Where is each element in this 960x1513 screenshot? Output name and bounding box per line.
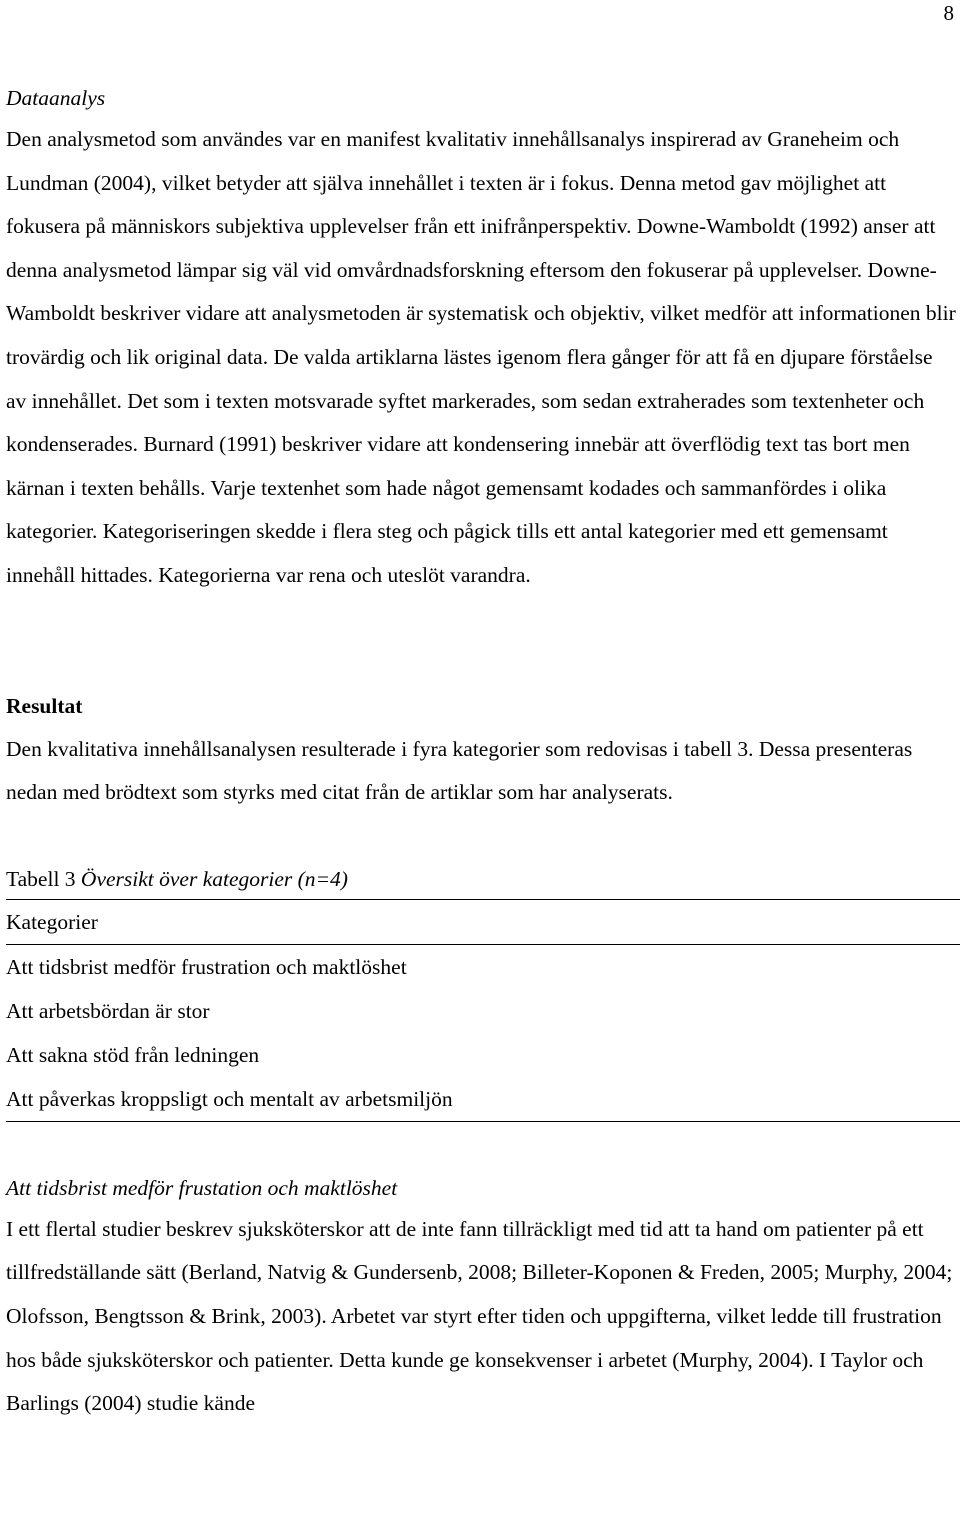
table-row: Att påverkas kroppsligt och mentalt av arbetsmiljön xyxy=(6,1086,453,1111)
section-heading-tidsbrist: Att tidsbrist medför frustation och maktlöshet xyxy=(6,1175,398,1200)
paragraph-tidsbrist: I ett flertal studier beskrev sjuksköterskor att de inte fann tillräckligt med tid att ta hand om patienter på ett tillfredställande sätt (Berland, Natvig & Gundersenb, 2008; Billeter-Koponen & Freden, 2005; Murphy, 2004; Olofsson, Bengtsson & Brink, 2003). Arbetet var styrt efter tiden och uppgifterna, vilket ledde till frustration hos både sjuksköterskor och patienter. Detta kunde ge konsekvenser i arbetet (Murphy, 2004). I Taylor och Barlings (2004) studie kände xyxy=(6,1216,953,1416)
spacer xyxy=(6,1122,956,1168)
page-number: 8 xyxy=(943,1,954,25)
table-caption-prefix: Tabell 3 xyxy=(6,866,81,891)
paragraph-dataanalys: Den analysmetod som användes var en manifest kvalitativ innehållsanalys inspirerad av Graneheim och Lundman (2004), vilket betyder att själva innehållet i texten är i fokus. Denna metod gav möjlighet att fokusera på människors subjektiva upplevelser från ett inifrånperspektiv. Downe-Wamboldt (1992) anser att denna analysmetod lämpar sig väl vid omvårdnadsforskning eftersom den fokuserar på upplevelser. Downe-Wamboldt beskriver vidare att analysmetoden är systematisk och objektiv, vilket medför att informationen blir trovärdig och lik original data. De valda artiklarna lästes igenom flera gånger för att få en djupare förståelse av innehållet. Det som i texten motsvarade syftet markerades, som sedan extraherades som textenheter och kondenserades. Burnard (1991) beskriver vidare att kondensering innebär att överflödig text tas bort men kärnan i texten behålls. Varje textenhet som hade något gemensamt kodades och sammanfördes i olika kategorier. Kategoriseringen skedde i flera steg och pågick tills ett antal kategorier med ett gemensamt innehåll hittades. Kategorierna var rena och uteslöt varandra. xyxy=(6,127,956,587)
table-row: Att tidsbrist medför frustration och maktlöshet xyxy=(6,954,407,979)
table-row: Att arbetsbördan är stor xyxy=(6,998,210,1023)
paragraph-resultat: Den kvalitativa innehållsanalysen resulterade i fyra kategorier som redovisas i tabell 3. Dessa presenteras nedan med brödtext som styrks med citat från de artiklar som har analyserats. xyxy=(6,736,913,805)
page-content xyxy=(6,78,956,1426)
table-header: Kategorier xyxy=(6,909,98,934)
table-caption xyxy=(6,859,956,899)
table-caption-title: Översikt över kategorier (n=4) xyxy=(80,866,348,891)
spacer xyxy=(6,815,956,859)
table-body xyxy=(6,945,956,1121)
section-heading-dataanalys: Dataanalys xyxy=(6,86,106,110)
section-heading-resultat: Resultat xyxy=(6,693,83,718)
spacer xyxy=(6,598,956,684)
table-row: Att sakna stöd från ledningen xyxy=(6,1042,260,1067)
